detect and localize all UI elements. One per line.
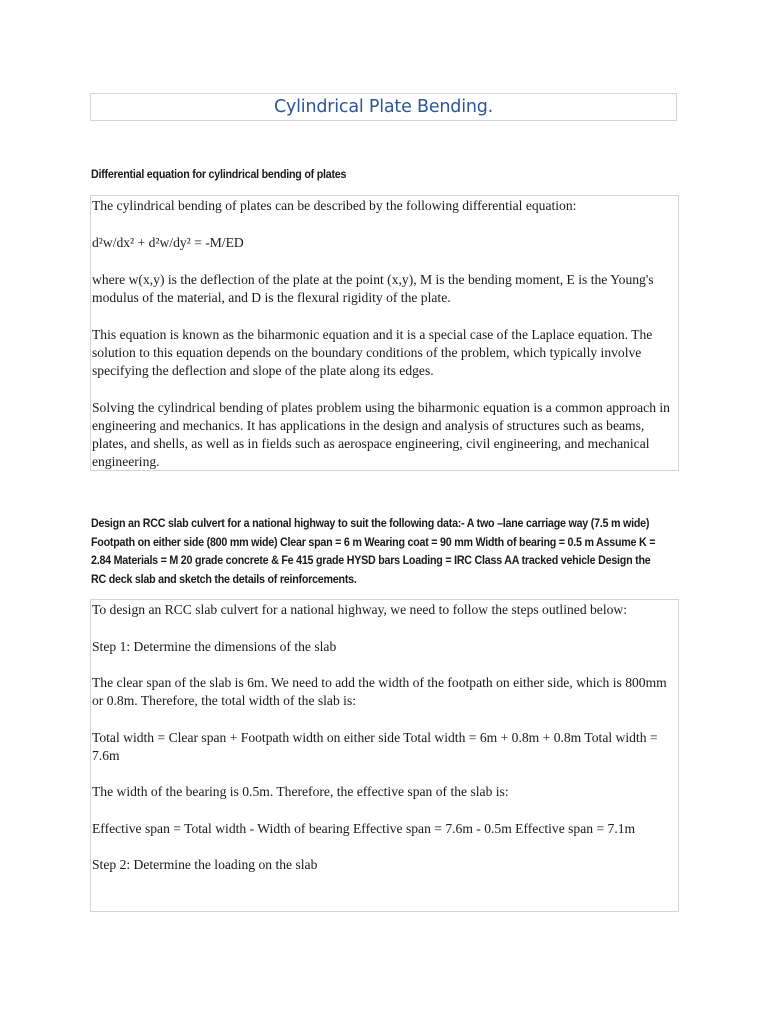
calculation-paragraph: Effective span = Total width - Width of bearing Effective span = 7.6m - 0.5m Effective span = 7.1m bbox=[92, 820, 636, 836]
section-2-answer-box bbox=[90, 599, 679, 912]
equation-paragraph: d²w/dx² + d²w/dy² = -M/ED bbox=[92, 235, 244, 250]
answer-paragraph: The clear span of the slab is 6m. We need to add the width of the footpath on either side, which is 800mm or 0.8m. Therefore, the total width of the slab is: bbox=[92, 675, 667, 708]
answer-paragraph: To design an RCC slab culvert for a national highway, we need to follow the steps outlined below: bbox=[92, 602, 628, 617]
answer-paragraph: where w(x,y) is the deflection of the plate at the point (x,y), M is the bending moment, E is the Young's modulus of the material, and D is the flexural rigidity of the plate. bbox=[92, 272, 654, 305]
step-heading: Step 2: Determine the loading on the slab bbox=[92, 857, 318, 872]
answer-paragraph: The cylindrical bending of plates can be described by the following differential equation: bbox=[92, 198, 577, 213]
section-1-heading: Differential equation for cylindrical bending of plates bbox=[91, 169, 347, 181]
answer-paragraph: The width of the bearing is 0.5m. Therefore, the effective span of the slab is: bbox=[92, 784, 509, 799]
document-title: Cylindrical Plate Bending. bbox=[90, 93, 677, 121]
answer-paragraph: Solving the cylindrical bending of plates problem using the biharmonic equation is a common approach in engineering and mechanics. It has applications in the design and analysis of structures such as beams, plates, and shells, as well as in fields such as aerospace engineering, civil engineering, and mechanical engineering. bbox=[92, 400, 670, 469]
section-1-answer-box bbox=[90, 195, 679, 471]
answer-paragraph: This equation is known as the biharmonic equation and it is a special case of the Laplace equation. The solution to this equation depends on the boundary conditions of the problem, which typically involve specifying the deflection and slope of the plate along its edges. bbox=[92, 327, 653, 378]
section-2-heading: Design an RCC slab culvert for a national highway to suit the following data:- A two –lane carriage way (7.5 m wide) Footpath on either side (800 mm wide) Clear span = 6 m Wearing coat = 90 mm Width of bearing = 0.5 m Assume K = 2.84 Materials = M 20 grade concrete & Fe 415 grade HYSD bars Loading = IRC Class AA tracked vehicle Design the RC deck slab and sketch the details of reinforcements. bbox=[91, 518, 656, 586]
step-heading: Step 1: Determine the dimensions of the slab bbox=[92, 638, 337, 654]
calculation-paragraph: Total width = Clear span + Footpath width on either side Total width = 6m + 0.8m + 0.8m Total width = 7.6m bbox=[92, 729, 658, 763]
